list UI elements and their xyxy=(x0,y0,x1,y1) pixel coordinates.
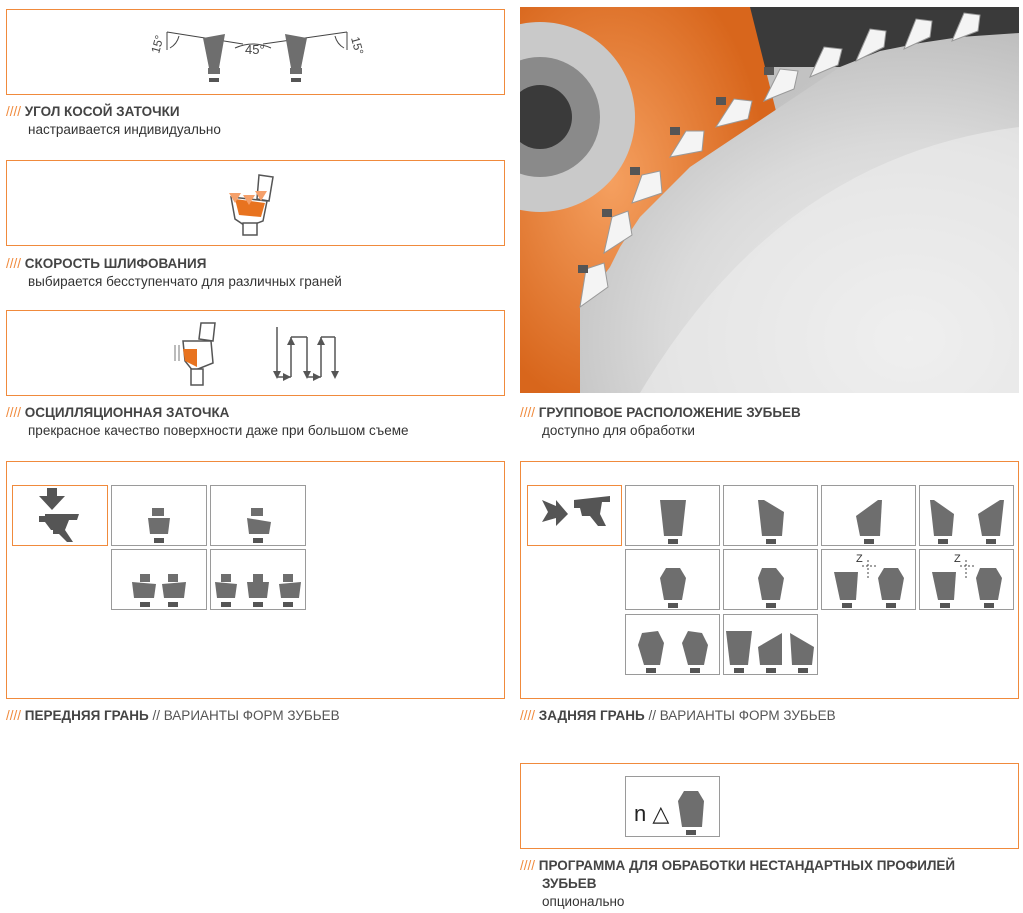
front-shape-2 xyxy=(210,485,306,546)
front-title: ПЕРЕДНЯЯ ГРАНЬ xyxy=(24,708,149,723)
bevel-angle-diagram xyxy=(7,10,504,94)
front-shape-3 xyxy=(111,549,207,610)
bevel-caption: //// УГОЛ КОСОЙ ЗАТОЧКИ настраивается индивидуально xyxy=(6,103,505,139)
front-face-icon-cell xyxy=(12,485,108,546)
bevel-desc: настраивается индивидуально xyxy=(28,122,221,137)
grinding-wheel-icon xyxy=(7,161,504,245)
custom-profile-figure xyxy=(520,763,1019,849)
oscillation-caption: //// ОСЦИЛЛЯЦИОННАЯ ЗАТОЧКА прекрасное качество поверхности даже при большом съеме xyxy=(6,404,505,440)
program-desc: опционально xyxy=(542,894,625,909)
z-label-2: Z xyxy=(954,553,961,565)
front-title2: ВАРИАНТЫ ФОРМ ЗУБЬЕВ xyxy=(163,708,340,723)
saw-blade-photo xyxy=(520,7,1019,393)
group-caption: //// ГРУППОВОЕ РАСПОЛОЖЕНИЕ ЗУБЬЕВ доступно для обработки xyxy=(520,404,1019,440)
back-shape-6 xyxy=(723,549,818,610)
angle-right-label: 15° xyxy=(348,35,367,57)
program-caption: //// ПРОГРАММА ДЛЯ ОБРАБОТКИ НЕСТАНДАРТНЫХ ПРОФИЛЕЙ ЗУБЬЕВ опционально xyxy=(520,857,1019,911)
bevel-angle-figure xyxy=(6,9,505,95)
back-caption: //// ЗАДНЯЯ ГРАНЬ // ВАРИАНТЫ ФОРМ ЗУБЬЕВ xyxy=(520,708,836,723)
back-shape-7 xyxy=(821,549,916,610)
speed-desc: выбирается бесступенчато для различных граней xyxy=(28,274,342,289)
back-shape-4 xyxy=(919,485,1014,546)
back-title: ЗАДНЯЯ ГРАНЬ xyxy=(538,708,645,723)
grinding-speed-figure xyxy=(6,160,505,246)
front-shape-4 xyxy=(210,549,306,610)
speed-caption: //// СКОРОСТЬ ШЛИФОВАНИЯ выбирается бесступенчато для различных граней xyxy=(6,255,505,291)
program-title-line2: ЗУБЬЕВ xyxy=(542,876,597,891)
back-shape-5 xyxy=(625,549,720,610)
back-face-icon-cell xyxy=(527,485,622,546)
front-shape-1 xyxy=(111,485,207,546)
back-face-figure xyxy=(520,461,1019,699)
back-title2: ВАРИАНТЫ ФОРМ ЗУБЬЕВ xyxy=(659,708,836,723)
n-triangle-label: n △ xyxy=(634,801,670,826)
z-label-1: Z xyxy=(856,553,863,565)
oscillation-figure xyxy=(6,310,505,396)
speed-title: СКОРОСТЬ ШЛИФОВАНИЯ xyxy=(24,256,207,271)
front-face-figure xyxy=(6,461,505,699)
program-title: ПРОГРАММА ДЛЯ ОБРАБОТКИ НЕСТАНДАРТНЫХ ПРОФИЛЕЙ xyxy=(538,858,956,873)
bevel-title: УГОЛ КОСОЙ ЗАТОЧКИ xyxy=(24,104,180,119)
angle-left-label: 15° xyxy=(148,33,167,55)
back-shape-8 xyxy=(919,549,1014,610)
back-shape-1 xyxy=(625,485,720,546)
oscillation-title: ОСЦИЛЛЯЦИОННАЯ ЗАТОЧКА xyxy=(24,405,230,420)
back-shape-10 xyxy=(723,614,818,675)
angle-mid-label: 45° xyxy=(245,42,265,57)
group-title: ГРУППОВОЕ РАСПОЛОЖЕНИЕ ЗУБЬЕВ xyxy=(538,405,801,420)
back-shape-3 xyxy=(821,485,916,546)
oscillation-diagram xyxy=(7,311,504,395)
group-desc: доступно для обработки xyxy=(542,423,695,438)
front-grind-icon xyxy=(13,486,107,545)
back-grind-icon xyxy=(528,486,621,545)
front-caption: //// ПЕРЕДНЯЯ ГРАНЬ // ВАРИАНТЫ ФОРМ ЗУБЬЕВ xyxy=(6,708,340,723)
oscillation-desc: прекрасное качество поверхности даже при большом съеме xyxy=(28,423,409,438)
back-shape-2 xyxy=(723,485,818,546)
custom-profile-cell xyxy=(625,776,720,837)
back-shape-9 xyxy=(625,614,720,675)
